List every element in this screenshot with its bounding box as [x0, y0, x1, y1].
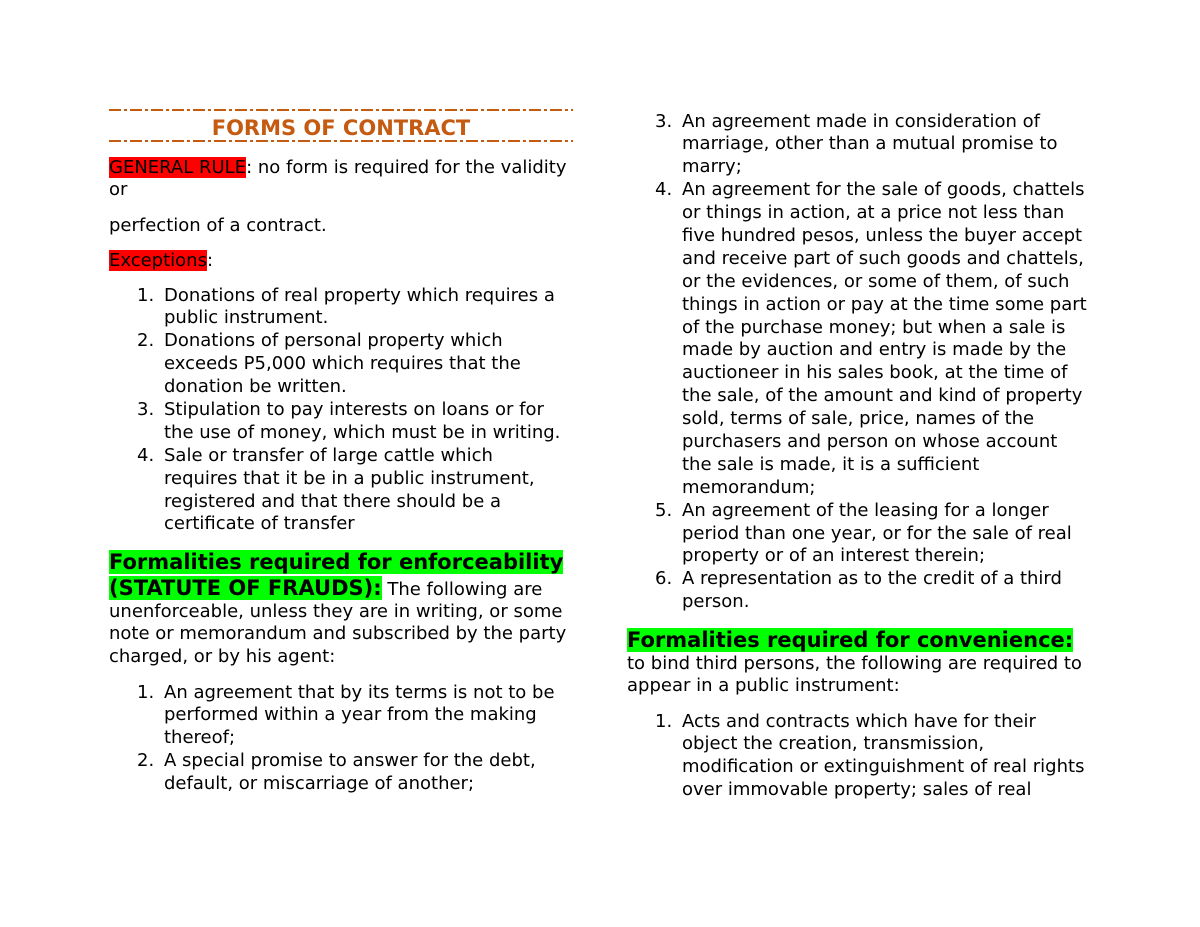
list-item-number: 4.	[137, 444, 155, 466]
list-item-line: Sale or transfer of large cattle which	[164, 444, 493, 466]
enforceability-heading: Formalities required for enforceability	[109, 549, 564, 574]
list-item-line: person.	[682, 591, 750, 613]
list-item-number: 2.	[137, 330, 155, 352]
list-item-line: and receive part of such goods and chattels,	[682, 247, 1084, 269]
list-item-line: object the creation, transmission,	[682, 733, 985, 755]
general-rule-continuation: or	[109, 179, 128, 201]
list-item	[627, 111, 1097, 180]
list-item-line: A special promise to answer for the debt,	[164, 750, 536, 772]
list-item-line: registered and that there should be a	[164, 490, 502, 512]
exceptions-list	[109, 285, 579, 537]
list-item-number: 3.	[655, 110, 673, 132]
title-bottom-rule	[109, 139, 573, 143]
list-item-line: marriage, other than a mutual promise to	[682, 133, 1058, 155]
list-item-line: or things in action, at a price not less than	[682, 202, 1065, 224]
list-item-line: sold, terms of sale, price, names of the	[682, 408, 1035, 430]
convenience-heading-line	[627, 627, 1097, 653]
right-column	[627, 0, 1097, 927]
general-rule-label: GENERAL RULE	[109, 156, 247, 178]
list-item-line: Acts and contracts which have for their	[682, 710, 1036, 732]
list-item	[627, 568, 1097, 614]
list-item-line: over immovable property; sales of real	[682, 779, 1032, 801]
list-item-number: 5.	[655, 499, 673, 521]
convenience-intro-line: appear in a public instrument:	[627, 675, 900, 697]
enforceability-section	[109, 549, 579, 670]
list-item	[109, 682, 579, 751]
perfection-paragraph	[109, 215, 579, 238]
list-item-line: made by auction and entry is made by the	[682, 339, 1067, 361]
list-item	[627, 179, 1097, 499]
list-item-line: Stipulation to pay interests on loans or for	[164, 398, 544, 420]
enforceability-heading-line2	[109, 575, 579, 601]
general-rule-text: : no form is required for the validity	[246, 156, 567, 178]
list-item-number: 1.	[137, 284, 155, 306]
convenience-heading: Formalities required for convenience:	[627, 627, 1074, 652]
list-item-number: 1.	[137, 681, 155, 703]
enforceability-list-continued	[627, 111, 1097, 615]
perfection-line: perfection of a contract.	[109, 214, 327, 236]
list-item-line: of the purchase money; but when a sale is	[682, 316, 1066, 338]
list-item	[627, 500, 1097, 569]
list-item-line: An agreement of the leasing for a longer	[682, 499, 1049, 521]
list-item-line: marry;	[682, 156, 742, 178]
enforceability-intro-line: charged, or by his agent:	[109, 646, 336, 668]
list-item-line: things in action or pay at the time some part	[682, 293, 1087, 315]
title-top-rule	[109, 108, 573, 112]
exceptions-line	[109, 250, 579, 273]
statute-of-frauds-heading: (STATUTE OF FRAUDS):	[109, 575, 382, 600]
list-item-number: 1.	[655, 710, 673, 732]
list-item-line: the sale, of the amount and kind of property	[682, 385, 1083, 407]
general-rule-paragraph	[109, 157, 579, 203]
list-item-line: requires that it be in a public instrument,	[164, 467, 535, 489]
list-item	[109, 750, 579, 796]
list-item	[109, 445, 579, 537]
list-item-line: default, or miscarriage of another;	[164, 773, 475, 795]
list-item-number: 2.	[137, 750, 155, 772]
list-item-line: An agreement that by its terms is not to be	[164, 681, 555, 703]
list-item-line: public instrument.	[164, 307, 329, 329]
list-item-line: property or of an interest therein;	[682, 545, 986, 567]
enforceability-intro-start: The following are	[381, 578, 543, 600]
list-item-line: memorandum;	[682, 476, 816, 498]
list-item-line: period than one year, or for the sale of real	[682, 522, 1072, 544]
list-item-line: auctioneer in his sales book, at the time of	[682, 362, 1068, 384]
list-item-line: certificate of transfer	[164, 513, 355, 535]
list-item	[109, 399, 579, 445]
enforceability-intro-line: unenforceable, unless they are in writing, or some	[109, 600, 563, 622]
left-column	[109, 0, 579, 927]
enforceability-list	[109, 682, 579, 796]
convenience-list	[627, 711, 1097, 803]
list-item-line: performed within a year from the making	[164, 704, 537, 726]
list-item-line: A representation as to the credit of a third	[682, 568, 1062, 590]
convenience-section	[627, 627, 1097, 699]
list-item-number: 6.	[655, 568, 673, 590]
list-item	[109, 285, 579, 331]
list-item-line: the use of money, which must be in writing.	[164, 421, 561, 443]
list-item-line: five hundred pesos, unless the buyer accept	[682, 224, 1083, 246]
list-item-line: purchasers and person on whose account	[682, 430, 1058, 452]
enforceability-heading-line1	[109, 549, 579, 575]
list-item	[627, 711, 1097, 803]
document-title: FORMS OF CONTRACT	[211, 116, 471, 140]
exceptions-heading	[109, 250, 579, 273]
exceptions-label: Exceptions	[109, 249, 207, 271]
list-item-number: 4.	[655, 179, 673, 201]
list-item-line: donation be written.	[164, 376, 347, 398]
list-item-line: exceeds P5,000 which requires that the	[164, 353, 521, 375]
list-item-line: the sale is made, it is a sufficient	[682, 453, 980, 475]
list-item-line: An agreement made in consideration of	[682, 110, 1040, 132]
list-item-line: or the evidences, or some of them, of such	[682, 270, 1070, 292]
convenience-intro-line: to bind third persons, the following are required to	[627, 652, 1082, 674]
list-item-line: Donations of personal property which	[164, 330, 503, 352]
enforceability-intro-line: note or memorandum and subscribed by the party	[109, 623, 567, 645]
list-item-line: modification or extinguishment of real rights	[682, 756, 1085, 778]
exceptions-suffix: :	[206, 249, 214, 271]
list-item-line: Donations of real property which requires a	[164, 284, 555, 306]
list-item	[109, 330, 579, 399]
general-rule-line	[109, 157, 579, 180]
list-item-number: 3.	[137, 398, 155, 420]
list-item-line: An agreement for the sale of goods, chattels	[682, 179, 1085, 201]
list-item-line: thereof;	[164, 727, 236, 749]
